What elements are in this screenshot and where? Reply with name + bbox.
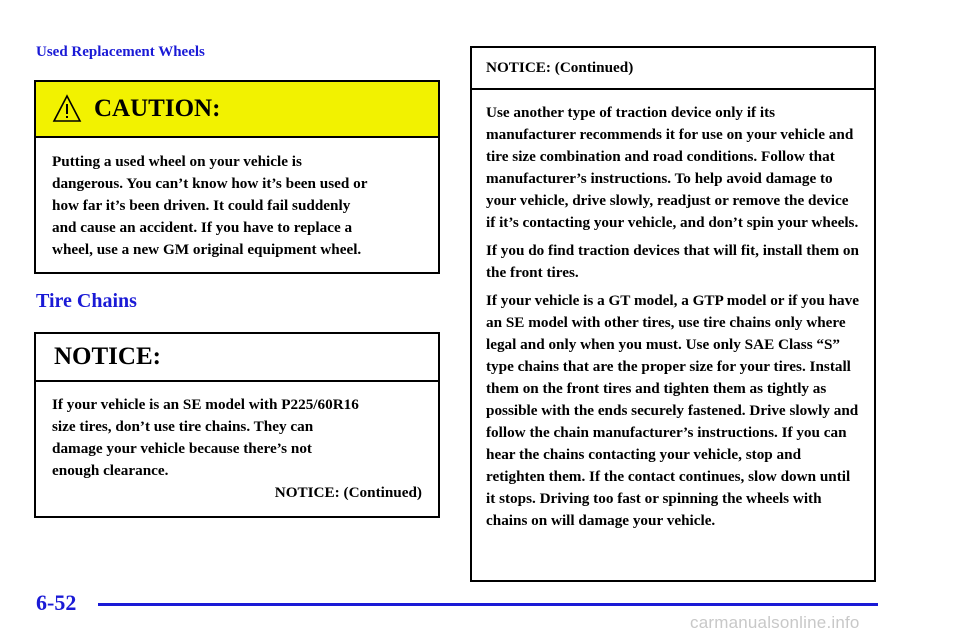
- subheading-used-replacement-wheels: Used Replacement Wheels: [36, 44, 205, 60]
- paragraph-gt-gtp-chains: If your vehicle is a GT model, a GTP model or if you have an SE model with other tires, use tire chains only where legal and only when you must. Use only SAE Class “S” type chains that are the proper size for your tires. Install them on the front tires and tighten them as tightly as possible with the ends securely fastened. Drive slowly and follow the chain manufacturer’s instructions. If you can hear the chains contacting your vehicle, stop and retighten them. If the contact continues, slow down until it stops. Driving too fast or spinning the wheels with chains on will damage your vehicle.: [486, 292, 859, 529]
- caution-header: [36, 82, 438, 138]
- notice-line: enough clearance.: [52, 462, 169, 479]
- paragraph-front-tires: If you do find traction devices that will fit, install them on the front tires.: [486, 242, 859, 281]
- notice-title: NOTICE:: [54, 343, 161, 370]
- caution-line: dangerous. You can’t know how it’s been used or: [52, 175, 368, 192]
- warning-triangle-icon: [52, 94, 82, 124]
- watermark: carmanualsonline.info: [690, 613, 860, 632]
- caution-line: how far it’s been driven. It could fail suddenly: [52, 197, 351, 214]
- footer-rule: [98, 603, 878, 606]
- page-number: 6-52: [36, 590, 77, 615]
- paragraph-traction-device: Use another type of traction device only if its manufacturer recommends it for use on your vehicle and tire size combination and road conditions. Follow that manufacturer’s instructions. To help avoid damage to your vehicle, drive slowly, readjust or remove the device if it’s contacting your vehicle, and don’t spin your wheels.: [486, 104, 859, 231]
- section-title-tire-chains: Tire Chains: [36, 290, 137, 312]
- caution-line: and cause an accident. If you have to replace a: [52, 219, 353, 236]
- notice-line: damage your vehicle because there’s not: [52, 440, 312, 457]
- notice-continued-box: [470, 46, 876, 582]
- caution-box: [34, 80, 440, 274]
- notice-continued-label: NOTICE: (Continued): [274, 484, 422, 501]
- notice-continued-text: [472, 90, 874, 532]
- notice-continued-header: NOTICE: (Continued): [472, 48, 874, 90]
- caution-line: Putting a used wheel on your vehicle is: [52, 153, 302, 170]
- notice-header: [36, 334, 438, 382]
- notice-text: [36, 382, 438, 504]
- caution-title: CAUTION:: [94, 95, 221, 122]
- notice-line: If your vehicle is an SE model with P225/60R16: [52, 396, 359, 413]
- notice-line: size tires, don’t use tire chains. They can: [52, 418, 314, 435]
- caution-text: [36, 138, 438, 261]
- notice-box: [34, 332, 440, 518]
- caution-line: wheel, use a new GM original equipment wheel.: [52, 241, 362, 258]
